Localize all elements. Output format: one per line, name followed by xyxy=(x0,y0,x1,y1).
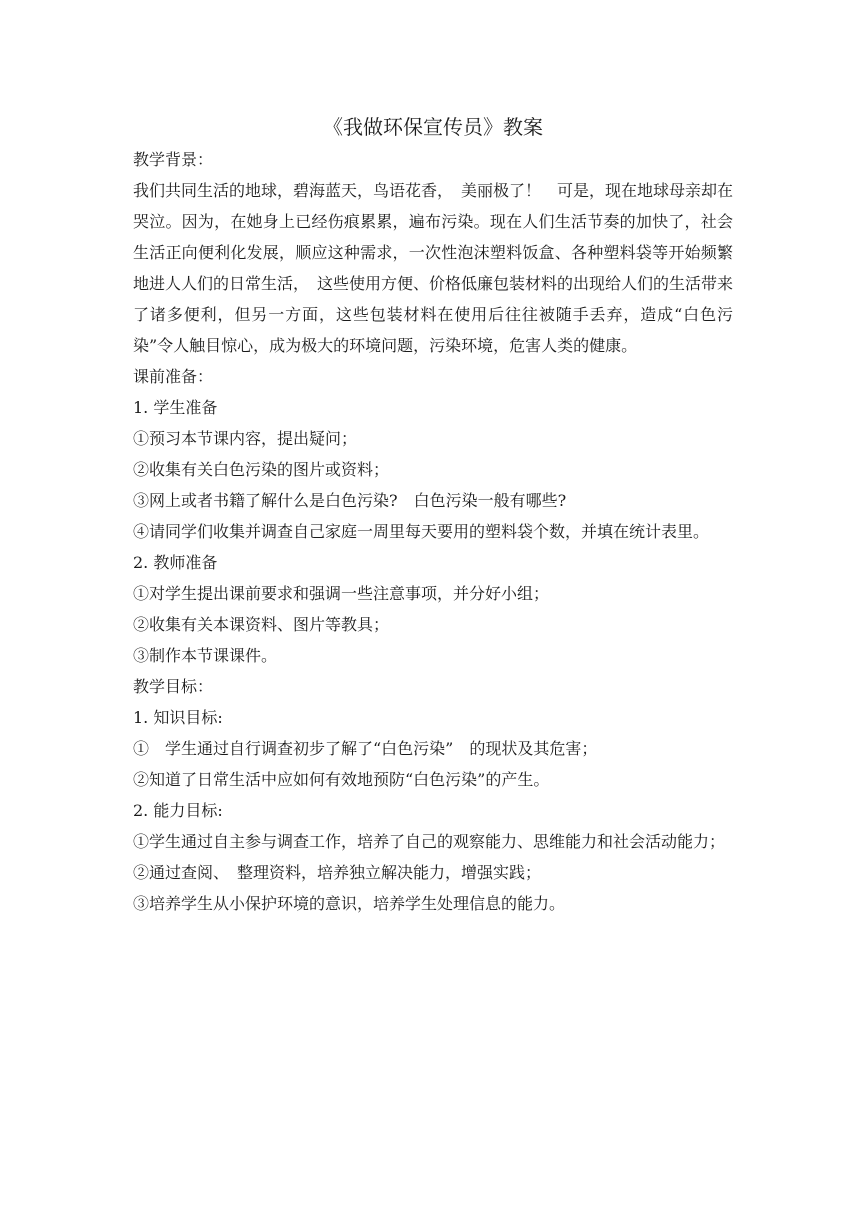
list-item: ①学生通过自主参与调查工作，培养了自己的观察能力、思维能力和社会活动能力； xyxy=(133,832,726,851)
list-item: ②收集有关白色污染的图片或资料； xyxy=(133,460,390,479)
document-title: 《我做环保宣传员》教案 xyxy=(323,115,543,139)
background-heading: 教学背景： xyxy=(133,150,214,169)
list-item: ②收集有关本课资料、图片等教具； xyxy=(133,615,390,634)
knowledge-heading: 1. 知识目标: xyxy=(133,708,223,727)
list-item: ①对学生提出课前要求和强调一些注意事项，并分好小组； xyxy=(133,584,550,603)
list-item: ①预习本节课内容，提出疑问； xyxy=(133,429,358,448)
list-item: ④请同学们收集并调查自己家庭一周里每天要用的塑料袋个数，并填在统计表里。 xyxy=(133,522,710,541)
prep-heading: 课前准备： xyxy=(133,367,214,386)
goals-heading: 教学目标： xyxy=(133,677,214,696)
teacher-prep-heading: 2. 教师准备 xyxy=(133,553,218,572)
list-item: ① 学生通过自行调查初步了解了“白色污染” 的现状及其危害； xyxy=(133,739,598,758)
list-item: ③制作本节课课件。 xyxy=(133,646,278,665)
student-prep-heading: 1. 学生准备 xyxy=(133,398,218,417)
document-page xyxy=(133,112,733,919)
list-item: ②通过查阅、 整理资料，培养独立解决能力，增强实践； xyxy=(133,863,542,882)
list-item: ③培养学生从小保护环境的意识，培养学生处理信息的能力。 xyxy=(133,894,566,913)
list-item: ②知道了日常生活中应如何有效地预防“白色污染”的产生。 xyxy=(133,770,550,789)
list-item: ③网上或者书籍了解什么是白色污染? 白色污染一般有哪些? xyxy=(133,491,567,510)
background-paragraph: 我们共同生活的地球，碧海蓝天，鸟语花香， 美丽极了！ 可是，现在地球母亲却在哭泣。因为，在她身上已经伤痕累累，遍布污染。现在人们生活节奏的加快了，社会生活正向便利化发展，顺应这种需求，一次性泡沫塑料饭盒、各种塑料袋等开始频繁地进人人们的日常生活， 这些使用方便、价格低廉包装材料的出现给人们的生活带来了诸多便利，但另一方面，这些包装材料在使用后往往被随手丢弃，造成“白色污染”令人触目惊心，成为极大的环境问题，污染环境，危害人类的健康。 xyxy=(133,181,734,355)
ability-heading: 2. 能力目标: xyxy=(133,801,223,820)
